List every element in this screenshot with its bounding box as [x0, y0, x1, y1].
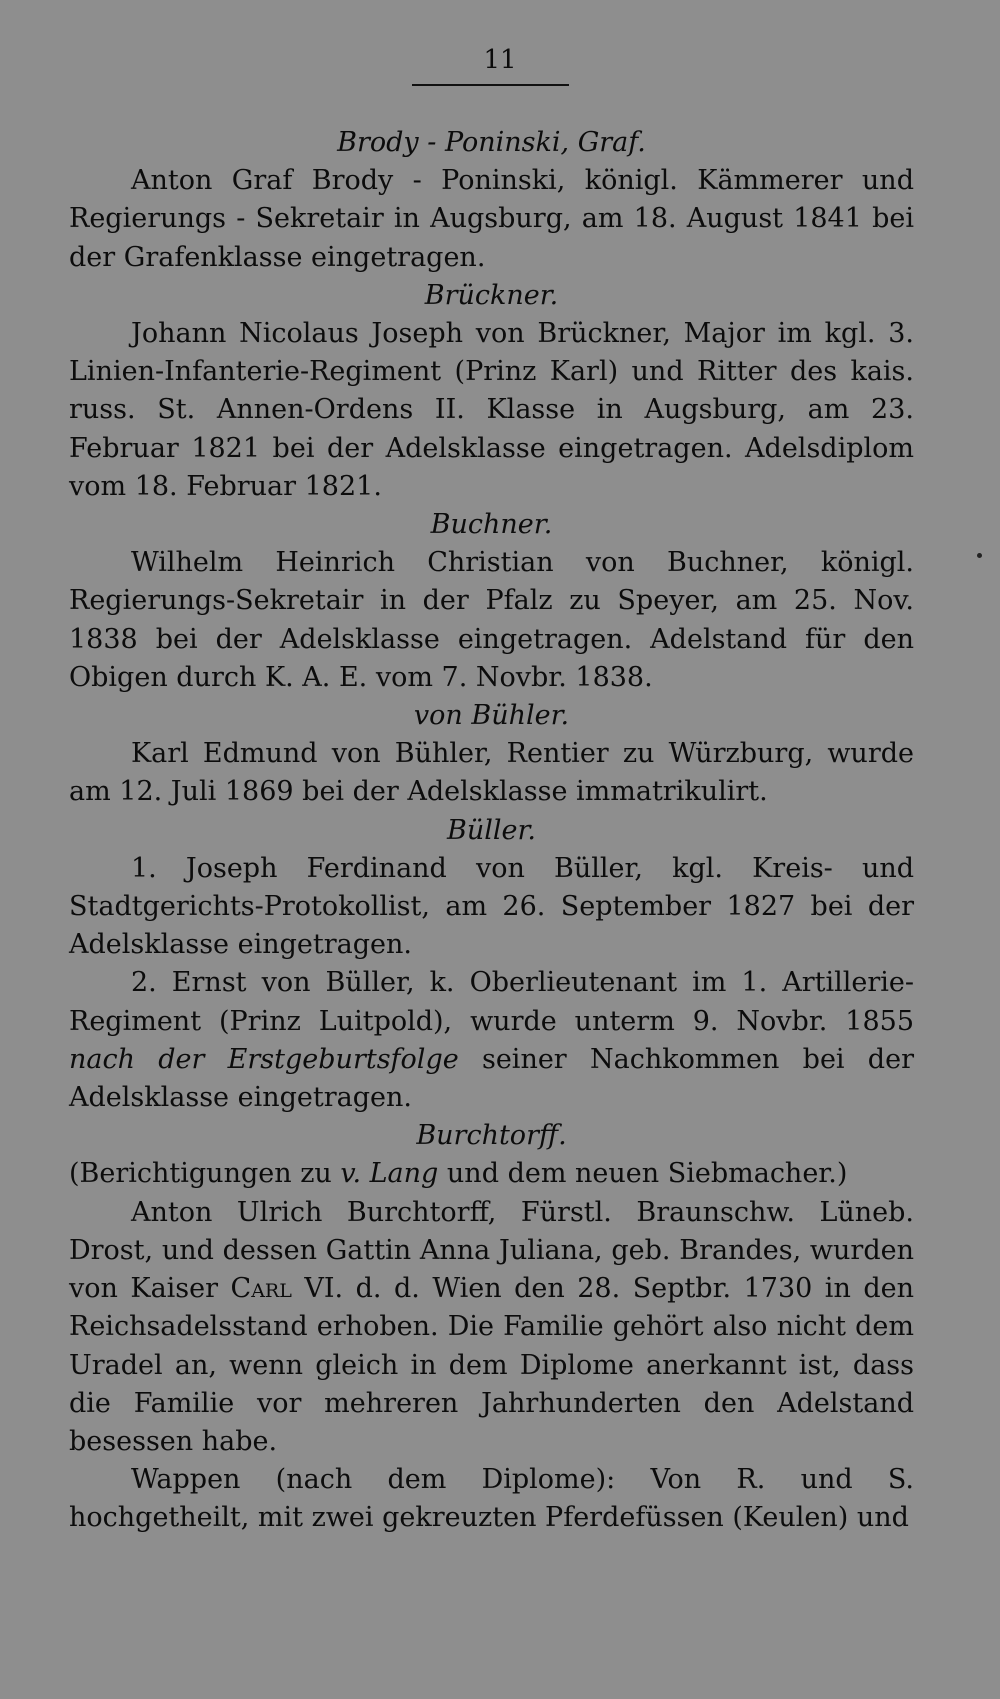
body-text	[69, 124, 914, 1538]
entry-heading-burchtorff: Burchtorff.	[416, 1120, 567, 1152]
text-run: (Berichtigungen zu	[69, 1158, 332, 1190]
italic-phrase: v. Lang	[340, 1158, 439, 1190]
small-caps-name: Carl	[230, 1273, 292, 1305]
entry-heading-buchner: Buchner.	[430, 509, 553, 541]
entry-paragraph: Anton Graf Brody - Poninski, königl. Kämmerer und Regierungs - Sekretair in Augsburg, am 18. August 1841 bei der Grafenklasse eingetragen.	[69, 165, 914, 273]
entry-paragraph: Wilhelm Heinrich Christian von Buchner, königl. Regierungs-Sekretair in der Pfalz zu Speyer, am 25. Nov. 1838 bei der Adelsklasse eingetragen. Adelstand für den Obigen durch K. A. E. vom 7. Novbr. 1838.	[69, 547, 914, 693]
entry-paragraph: Wappen (nach dem Diplome): Von R. und S. hochgetheilt, mit zwei gekreuzten Pferdefüssen (Keulen) und	[69, 1464, 914, 1534]
header-rule	[412, 84, 569, 86]
margin-speck	[977, 553, 982, 558]
entry-paragraph	[69, 964, 914, 1117]
entry-paragraph	[69, 1194, 914, 1461]
text-run: seiner Nachkommen bei der Adelsklasse eingetragen.	[69, 1043, 914, 1114]
page-number: 11	[483, 45, 517, 75]
entry-paragraph: Johann Nicolaus Joseph von Brückner, Major im kgl. 3. Linien-Infanterie-Regiment (Prinz Karl) und Ritter des kais. russ. St. Annen-Ordens II. Klasse in Augsburg, am 23. Februar 1821 bei der Adelsklasse eingetragen. Adelsdiplom vom 18. Februar 1821.	[69, 318, 914, 502]
entry-heading-bueller: Büller.	[446, 814, 536, 846]
entry-paragraph: Karl Edmund von Bühler, Rentier zu Würzburg, wurde am 12. Juli 1869 bei der Adelsklasse immatrikulirt.	[69, 738, 914, 808]
text-run: 2. Ernst von Büller, k. Oberlieutenant im 1. Artillerie-Regiment (Prinz Luitpold), wurde unterm 9. Novbr. 1855	[69, 967, 914, 1037]
text-run: und dem neuen Siebmacher.)	[446, 1158, 848, 1190]
entry-note	[69, 1155, 914, 1193]
entry-heading-von-buehler: von Bühler.	[413, 700, 570, 732]
entry-heading-brueckner: Brückner.	[424, 279, 559, 311]
text-run: VI. d. d. Wien den 28. Septbr. 1730 in den Reichsadelsstand erhoben. Die Familie gehört also nicht dem Uradel an, wenn gleich in dem Diplome anerkannt ist, dass die Familie vor mehreren Jahrhunderten den Adelstand besessen habe.	[69, 1273, 914, 1457]
entry-paragraph: 1. Joseph Ferdinand von Büller, kgl. Kreis- und Stadtgerichts-Protokollist, am 26. September 1827 bei der Adelsklasse eingetragen.	[69, 852, 914, 961]
italic-phrase: nach der Erstgeburtsfolge	[69, 1043, 459, 1075]
text-run: Anton Ulrich Burchtorff, Fürstl. Braunschw. Lüneb. Drost, und dessen Gattin Anna Juliana, geb. Brandes, wurden von Kaiser	[69, 1196, 914, 1305]
entry-heading-brody-poninski: Brody - Poninski, Graf.	[337, 127, 646, 158]
